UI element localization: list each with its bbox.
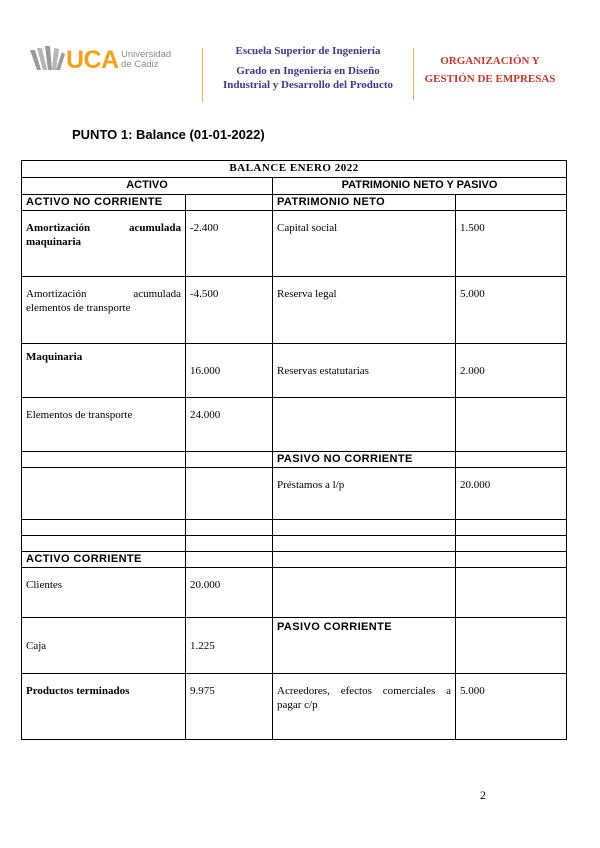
empty-cell (186, 468, 273, 520)
prestamos-label: Préstamos a l/p (273, 468, 456, 520)
uca-logo (28, 44, 188, 76)
empty-cell (456, 618, 567, 674)
school-name: Escuela Superior de Ingeniería (235, 45, 381, 57)
empty-cell (186, 452, 273, 468)
degree-line-2: Industrial y Desarrollo del Producto (222, 79, 394, 91)
empty-cell (273, 568, 456, 618)
table-row (22, 277, 567, 344)
amort-maquinaria-label: Amortización acumulada maquinaria (22, 211, 186, 277)
elementos-transporte-label: Elementos de transporte (22, 398, 186, 452)
elementos-transporte-value: 24.000 (186, 398, 273, 452)
empty-cell (22, 452, 186, 468)
empty-cell (456, 568, 567, 618)
uca-emblem-icon (28, 44, 66, 74)
school-block (208, 44, 408, 92)
header-divider-left (202, 48, 203, 102)
maquinaria-value: 16.000 (186, 344, 273, 398)
degree-line-1: Grado en Ingeniería en Diseño (236, 65, 380, 77)
empty-cell (186, 195, 273, 211)
empty-cell (22, 468, 186, 520)
reservas-estatutarias-label: Reservas estatutarias (273, 344, 456, 398)
pasivo-no-corriente-heading: PASIVO NO CORRIENTE (273, 452, 456, 468)
pasivo-corriente-heading: PASIVO CORRIENTE (273, 618, 456, 674)
amort-transporte-value: -4.500 (186, 277, 273, 344)
pn-pasivo-heading: PATRIMONIO NETO Y PASIVO (273, 178, 567, 195)
empty-cell (456, 452, 567, 468)
empty-cell (456, 195, 567, 211)
amort-transporte-label: Amortización acumulada elementos de transporte (22, 277, 186, 344)
reserva-legal-label: Reserva legal (273, 277, 456, 344)
capital-social-label: Capital social (273, 211, 456, 277)
university-name: Universidad de Cádiz (121, 49, 172, 70)
acreedores-label: Acreedores, efectos comerciales a pagar c/p (273, 674, 456, 740)
prestamos-value: 20.000 (456, 468, 567, 520)
acreedores-value: 5.000 (456, 674, 567, 740)
page-number: 2 (480, 788, 486, 802)
empty-cell (456, 398, 567, 452)
table-row (22, 211, 567, 277)
activo-no-corriente-heading: ACTIVO NO CORRIENTE (22, 195, 186, 211)
caja-value: 1.225 (186, 618, 273, 674)
uca-logo-text: UCA (66, 46, 119, 74)
table-row (22, 618, 567, 674)
amort-maquinaria-value: -2.400 (186, 211, 273, 277)
empty-cell (273, 398, 456, 452)
subject-line-1: ORGANIZACIÓN Y (440, 55, 540, 67)
table-row (22, 568, 567, 618)
reservas-estatutarias-value: 2.000 (456, 344, 567, 398)
table-row (22, 468, 567, 520)
maquinaria-label: Maquinaria (22, 344, 186, 398)
clientes-value: 20.000 (186, 568, 273, 618)
table-row (22, 398, 567, 452)
balance-title: BALANCE ENERO 2022 (22, 161, 567, 178)
productos-terminados-value: 9.975 (186, 674, 273, 740)
empty-cell (456, 552, 567, 568)
activo-heading: ACTIVO (22, 178, 273, 195)
header-divider-right (413, 48, 414, 100)
empty-cell (186, 552, 273, 568)
subject-line-2: GESTIÓN DE EMPRESAS (424, 73, 556, 85)
reserva-legal-value: 5.000 (456, 277, 567, 344)
productos-terminados-label: Productos terminados (22, 674, 186, 740)
balance-table (21, 160, 567, 740)
subject-block (418, 52, 562, 88)
clientes-label: Clientes (22, 568, 186, 618)
empty-cell (273, 552, 456, 568)
patrimonio-neto-heading: PATRIMONIO NETO (273, 195, 456, 211)
section-title: PUNTO 1: Balance (01-01-2022) (72, 127, 265, 142)
capital-social-value: 1.500 (456, 211, 567, 277)
table-row (22, 674, 567, 740)
table-row (22, 344, 567, 398)
activo-corriente-heading: ACTIVO CORRIENTE (22, 552, 186, 568)
caja-label: Caja (22, 618, 186, 674)
